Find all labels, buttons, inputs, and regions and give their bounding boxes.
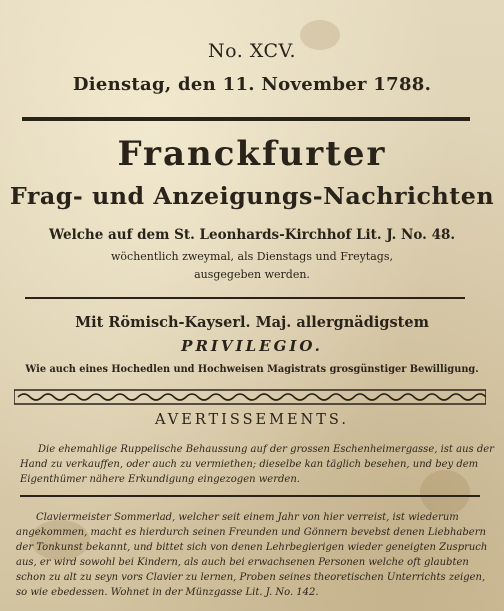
notice-line: Eigenthümer nähere Erkundigung eingezogen werden. xyxy=(20,474,300,485)
title-city: Franckfurter xyxy=(117,134,387,174)
issue-date: Dienstag, den 11. November 1788. xyxy=(72,74,432,95)
title-schedule: wöchentlich zweymal, als Dienstags und Freytags, xyxy=(111,250,393,263)
notice-line: Die ehemahlige Ruppelische Behaussung auf der grossen Eschenheimergasse, ist aus der xyxy=(38,444,494,455)
magistrate-approval: Wie auch eines Hochedlen und Hochweisen Magistrats grosgünstiger Bewilligung. xyxy=(25,364,479,375)
title-published: ausgegeben werden. xyxy=(194,268,310,281)
ornamental-border xyxy=(14,389,486,405)
privilege-line: Mit Römisch-Kayserl. Maj. allergnädigstem xyxy=(75,314,429,331)
notice-house xyxy=(20,442,494,487)
section-heading: AVERTISSEMENTS. xyxy=(155,412,349,428)
header-rule xyxy=(22,117,470,121)
title-main: Frag- und Anzeigungs-Nachrichten xyxy=(9,182,495,210)
privilegio-heading: PRIVILEGIO. xyxy=(181,337,323,355)
notice-line: angekommen, macht es hierdurch seinen Freunden und Gönnern bevebst denen Liebhabern xyxy=(16,527,486,538)
issue-number: No. XCV. xyxy=(208,40,296,62)
notice-line: so wie ebedessen. Wohnet in der Münzgasse Lit. J. No. 142. xyxy=(16,587,319,598)
title-location: Welche auf dem St. Leonhards-Kirchhof Lit. J. No. 48. xyxy=(48,227,456,243)
notice-line: Hand zu verkauffen, oder auch zu vermiethen; dieselbe kan täglich besehen, und bey dem xyxy=(20,459,479,470)
notice-line: Claviermeister Sommerlad, welcher seit einem Jahr von hier verreist, ist wiederum xyxy=(36,512,459,523)
notice-line: der Tonkunst bekannt, und bittet sich von denen Lehrbegierigen wieder geneigten Zuspruch xyxy=(16,542,488,553)
notice-divider xyxy=(20,495,480,497)
privilege-rule xyxy=(25,297,465,299)
notice-line: aus, er wird sowohl bei Kindern, als auch bei erwachsenen Personen welche oft glaubten xyxy=(16,557,469,568)
notice-claviermeister xyxy=(16,510,494,600)
notice-line: schon zu alt zu seyn vors Clavier zu lernen, Proben seines theoretischen Unterrichts zeigen, xyxy=(16,572,486,583)
